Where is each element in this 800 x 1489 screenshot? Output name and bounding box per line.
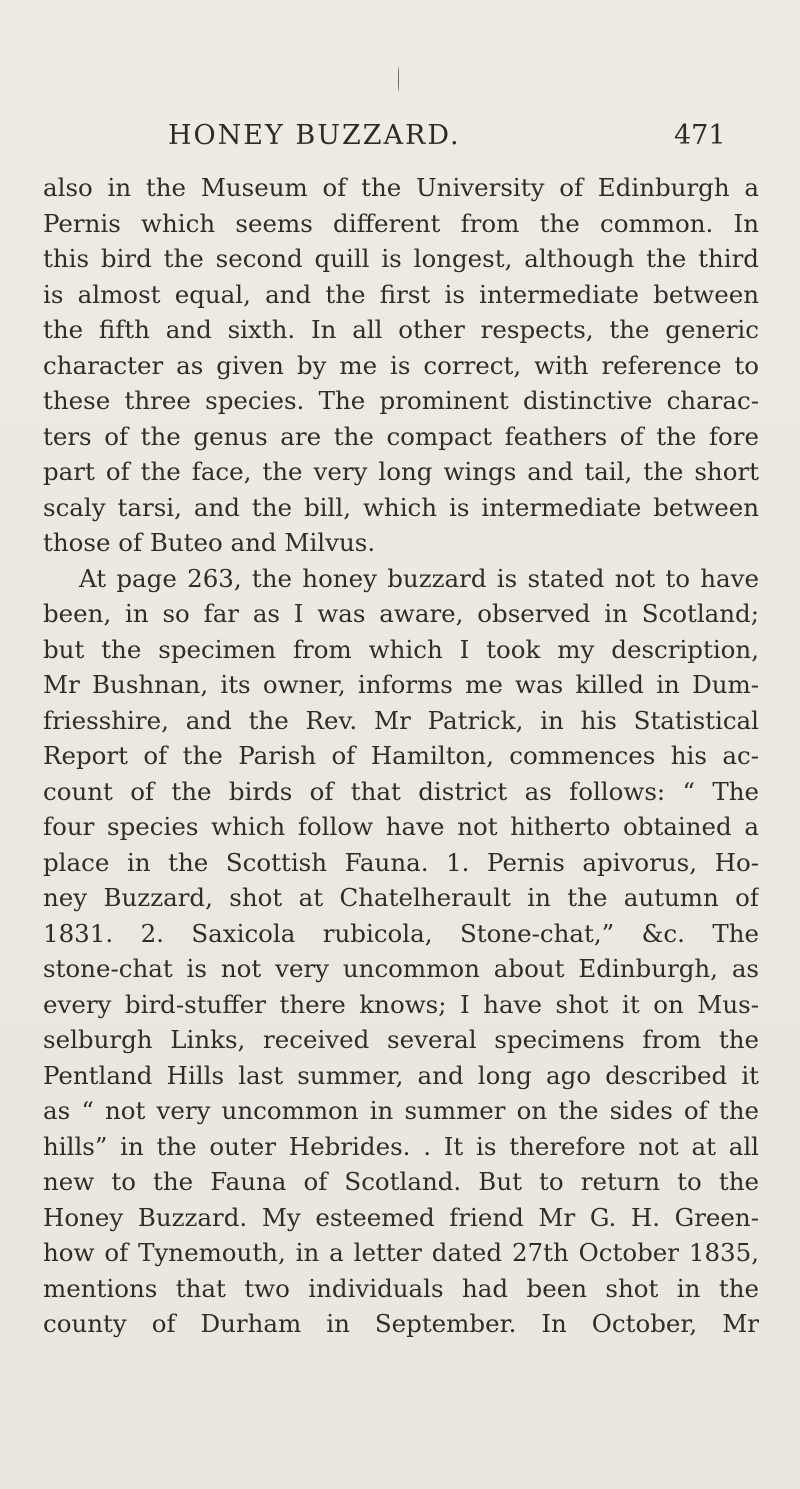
text-line: is almost equal, and the first is intermediate between <box>43 279 759 309</box>
text-line: ney Buzzard, shot at Chatelherault in the autumn of <box>43 883 759 912</box>
text-line: count of the birds of that district as follows: “ The <box>43 776 759 806</box>
text-line: stone-chat is not very uncommon about Edinburgh, as <box>43 954 759 983</box>
text-line: four species which follow have not hitherto obtained a <box>43 812 759 841</box>
text-line: new to the Fauna of Scotland. But to return to the <box>43 1167 759 1196</box>
body-text <box>43 170 759 1342</box>
text-line: hills” in the outer Hebrides. . It is therefore not at all <box>43 1131 759 1161</box>
running-title: HONEY BUZZARD. <box>168 120 461 151</box>
text-line: also in the Museum of the University of Edinburgh a <box>43 173 759 202</box>
page-number: 471 <box>674 120 726 151</box>
text-line: 1831. 2. Saxicola rubicola, Stone-chat,” &c. The <box>43 918 759 948</box>
text-line: these three species. The prominent distinctive charac- <box>43 386 759 415</box>
page-mark <box>398 66 401 92</box>
text-line: place in the Scottish Fauna. 1. Pernis apivorus, Ho- <box>43 847 759 877</box>
text-line: ters of the genus are the compact feathers of the fore <box>43 421 759 451</box>
text-line: those of Buteo and Milvus. <box>43 528 376 557</box>
text-line: mentions that two individuals had been shot in the <box>43 1273 759 1303</box>
text-line: Report of the Parish of Hamilton, commences his ac- <box>43 741 759 770</box>
page-header <box>0 120 800 160</box>
text-line: friesshire, and the Rev. Mr Patrick, in his Statistical <box>43 705 759 735</box>
text-line: this bird the second quill is longest, although the third <box>43 244 759 273</box>
text-line: Pentland Hills last summer, and long ago described it <box>43 1060 759 1090</box>
text-line: part of the face, the very long wings and tail, the short <box>43 457 759 486</box>
text-line: how of Tynemouth, in a letter dated 27th October 1835, <box>43 1238 759 1267</box>
text-line: selburgh Links, received several specimens from the <box>43 1025 759 1054</box>
text-line: scaly tarsi, and the bill, which is intermediate between <box>43 492 759 522</box>
text-line: been, in so far as I was aware, observed in Scotland; <box>43 599 759 628</box>
text-line: the fifth and sixth. In all other respects, the generic <box>43 315 759 344</box>
paragraph-start-line: At page 263, the honey buzzard is stated not to have <box>79 563 759 593</box>
text-line: every bird-stuffer there knows; I have shot it on Mus- <box>43 989 759 1019</box>
text-line: character as given by me is correct, with reference to <box>43 350 759 380</box>
text-line: Honey Buzzard. My esteemed friend Mr G. H. Green- <box>43 1202 759 1232</box>
text-line: but the specimen from which I took my description, <box>43 634 759 664</box>
text-line: county of Durham in September. In October, Mr <box>43 1309 759 1338</box>
text-line: as “ not very uncommon in summer on the sides of the <box>43 1096 759 1125</box>
text-line: Pernis which seems different from the common. In <box>43 208 759 238</box>
text-line: Mr Bushnan, its owner, informs me was killed in Dum- <box>43 670 759 699</box>
